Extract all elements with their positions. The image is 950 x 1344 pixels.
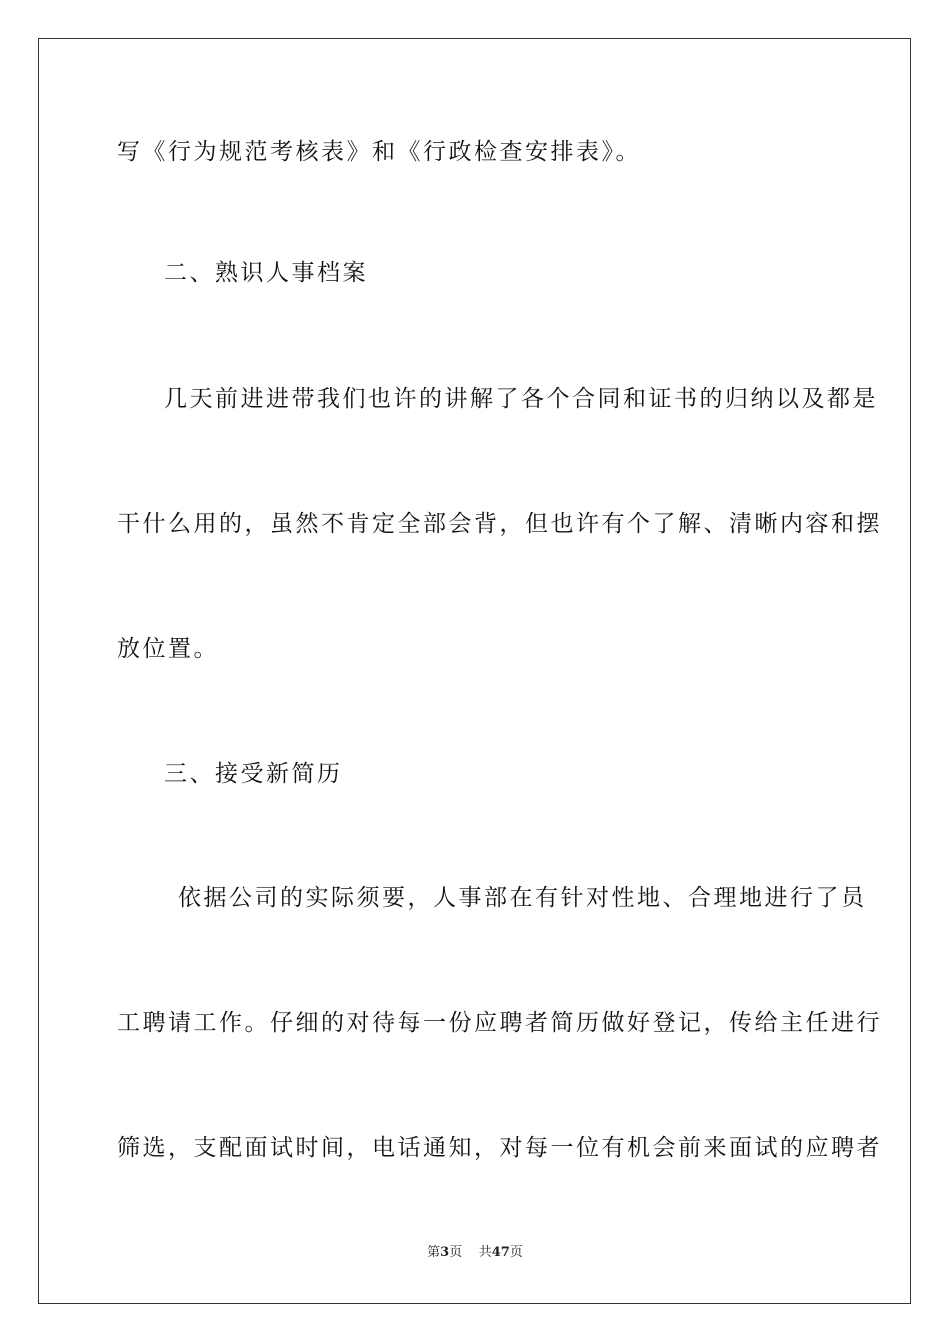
body-line-4: 放位置。: [117, 636, 219, 662]
body-line-3: 干什么用的，虽然不肯定全部会背，但也许有个了解、清晰内容和摆: [117, 511, 882, 537]
page-border: [38, 38, 911, 1304]
footer-total-pages: 47: [491, 1245, 510, 1260]
body-line-6: 工聘请工作。仔细的对待每一份应聘者简历做好登记，传给主任进行: [117, 1010, 882, 1036]
section-heading-3: 三、接受新简历: [164, 761, 343, 787]
footer-page-number: 3: [440, 1245, 450, 1260]
body-line-1: 写《行为规范考核表》和《行政检查安排表》。: [117, 139, 641, 165]
footer-total-prefix: 共: [478, 1245, 492, 1260]
footer-page-prefix: 第: [427, 1245, 441, 1260]
footer-total-suffix: 页: [509, 1245, 523, 1260]
body-line-2: 几天前进进带我们也许的讲解了各个合同和证书的归纳以及都是: [164, 386, 878, 412]
body-line-7: 筛选，支配面试时间，电话通知，对每一位有机会前来面试的应聘者: [117, 1135, 882, 1161]
body-line-5: 依据公司的实际须要，人事部在有针对性地、合理地进行了员: [178, 885, 867, 911]
footer-page-suffix: 页: [449, 1245, 463, 1260]
page-footer: [0, 1244, 950, 1262]
section-heading-2: 二、熟识人事档案: [164, 260, 368, 286]
